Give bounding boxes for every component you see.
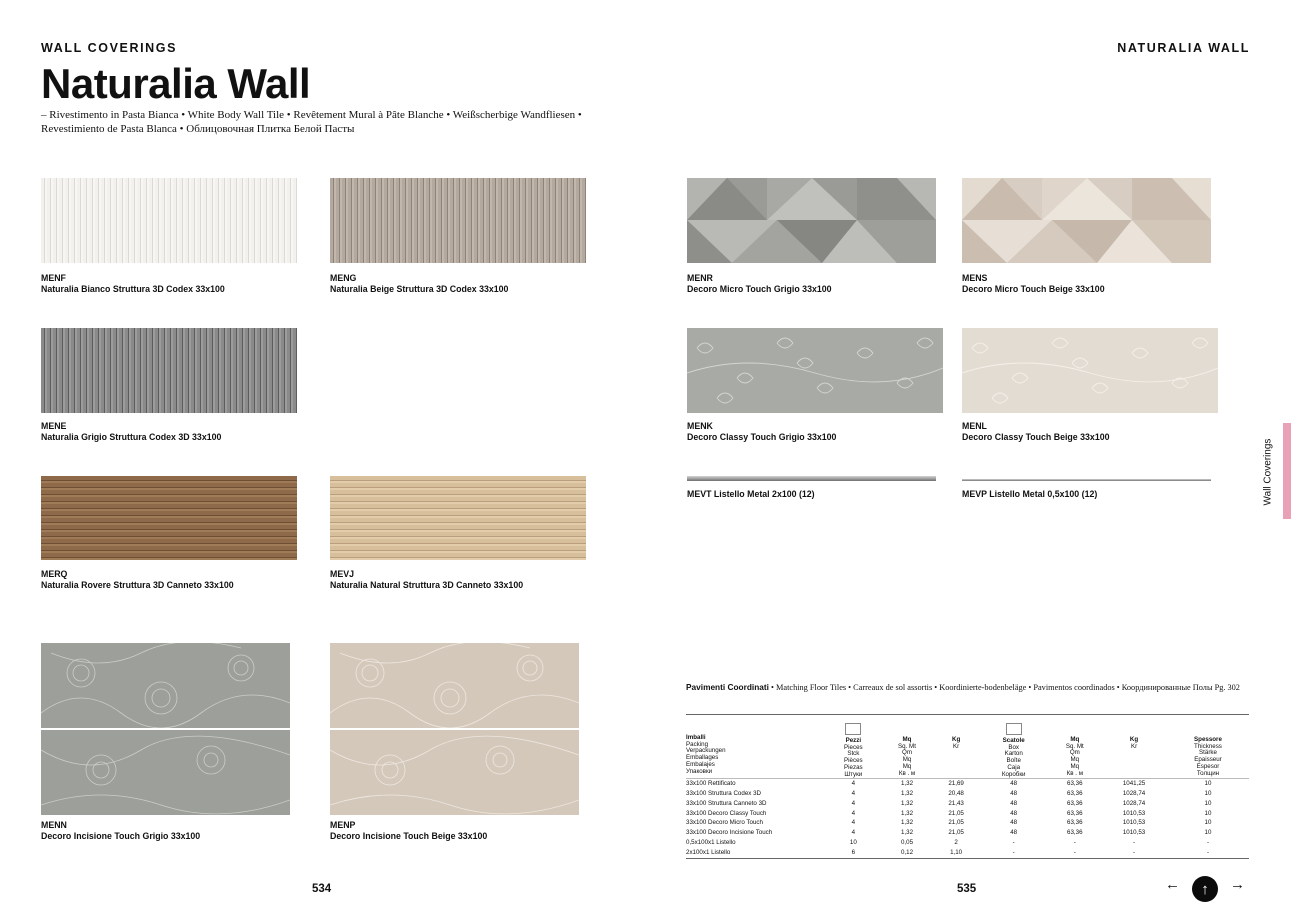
tile-swatch-menk bbox=[687, 328, 943, 413]
table-row: 33x100 Struttura Codex 3D 4 1,32 20,48 48 63,36 1028,74 10 bbox=[686, 790, 1212, 798]
tile-swatch-menr bbox=[687, 178, 936, 263]
table-row: 0,5x100x1 Listello 10 0,05 2 - - - - bbox=[686, 839, 1210, 846]
table-row: 2x100x1 Listello 6 0,12 1,10 - - - - bbox=[686, 848, 1249, 858]
product-name: Naturalia Rovere Struttura 3D Canneto 33x100 bbox=[41, 580, 234, 590]
product-listello-mevp bbox=[962, 489, 1097, 500]
box-icon bbox=[1006, 723, 1022, 735]
product-code: MENF bbox=[41, 273, 66, 283]
product-name: Decoro Incisione Touch Beige 33x100 bbox=[330, 831, 488, 841]
header-kg: Kg Kr bbox=[951, 736, 961, 750]
tile-swatch-menl bbox=[962, 328, 1218, 413]
product-name: Naturalia Bianco Struttura 3D Codex 33x100 bbox=[41, 284, 225, 294]
section-eyebrow-right: NATURALIA WALL bbox=[1117, 41, 1250, 55]
tile-swatch-mene bbox=[41, 328, 297, 413]
tile-swatch-merq bbox=[41, 476, 297, 560]
header-sqm: Mq Sq. Mt Qm Mq Mq Кв . м bbox=[898, 736, 916, 777]
next-arrow-icon[interactable]: → bbox=[1230, 876, 1245, 893]
side-tab-label: Wall Coverings bbox=[1262, 438, 1274, 506]
product-code: MENN bbox=[41, 820, 67, 830]
up-arrow-button[interactable]: ↑ bbox=[1192, 876, 1218, 902]
product-name: Listello Metal 2x100 (12) bbox=[713, 489, 815, 499]
page-number-right: 535 bbox=[957, 883, 977, 895]
product-code: MENK bbox=[687, 421, 713, 431]
product-name: Decoro Incisione Touch Grigio 33x100 bbox=[41, 831, 201, 841]
tile-swatch-mens bbox=[962, 178, 1211, 263]
listello-strip-mevt bbox=[687, 476, 936, 481]
table-row: 33x100 Rettificato 4 1,32 21,69 48 63,36 1041,25 10 bbox=[686, 779, 1249, 789]
product-name: Decoro Classy Touch Grigio 33x100 bbox=[687, 432, 837, 442]
header-boxes: Scatole Box Karton Boîte Caja Коробки bbox=[979, 715, 1049, 779]
header-thickness: Spessore Thickness Stärke Epaisseur Espesor Толщин bbox=[1194, 736, 1222, 777]
section-side-tab[interactable] bbox=[1283, 423, 1291, 519]
tile-swatch-menp bbox=[330, 643, 579, 728]
coordinated-text: • Matching Floor Tiles • Carreaux de sol assortis • Koordinierte-bodenbeläge • Pavimentos coordinados • Координированные Полы Pg. 302 bbox=[768, 683, 1240, 692]
page-subtitle: – Rivestimento in Pasta Bianca • White Body Wall Tile • Revêtement Mural à Pâte Blanche • Weißscherbige Wandfliesen • Revestimiento de Pasta Blanca • Облицовочная Плитка Белой Пасты bbox=[41, 109, 582, 135]
coordinated-label: Pavimenti Coordinati bbox=[686, 682, 769, 692]
product-code: MENS bbox=[962, 273, 988, 283]
packing-table bbox=[686, 714, 1249, 859]
header-pieces: Pezzi Pieces Stck Pièces Piezas Штуки bbox=[826, 715, 881, 779]
product-name: Decoro Classy Touch Beige 33x100 bbox=[962, 432, 1110, 442]
listello-strip-mevp bbox=[962, 479, 1211, 481]
product-code: MENE bbox=[41, 421, 67, 431]
product-code: MENR bbox=[687, 273, 713, 283]
header-packing: Imballi Packing Verpackungen Emballages Embalajes Упаковки bbox=[686, 734, 726, 775]
product-code: MEVJ bbox=[330, 569, 354, 579]
table-row: 33x100 Decoro Classy Touch 4 1,32 21,05 48 63,36 1010,53 10 bbox=[686, 809, 1212, 817]
page-title: Naturalia Wall bbox=[41, 60, 311, 107]
product-code: MENG bbox=[330, 273, 357, 283]
prev-arrow-icon[interactable]: ← bbox=[1165, 876, 1180, 893]
product-code: MENP bbox=[330, 820, 356, 830]
product-code: MENL bbox=[962, 421, 987, 431]
header-kg-2: Kg Kr bbox=[1129, 736, 1139, 750]
product-name: Listello Metal 0,5x100 (12) bbox=[989, 489, 1098, 499]
header-sqm-2: Mq Sq. Mt Qm Mq Mq Кв . м bbox=[1065, 736, 1084, 777]
table-row: 33x100 Decoro Incisione Touch 4 1,32 21,05 48 63,36 1010,53 10 bbox=[686, 829, 1212, 837]
tile-swatch-menn bbox=[41, 643, 290, 728]
product-code: MEVP bbox=[962, 489, 987, 499]
product-code: MEVT bbox=[687, 489, 712, 499]
tile-swatch-mevj bbox=[330, 476, 586, 560]
piece-icon bbox=[845, 723, 861, 735]
section-eyebrow: WALL COVERINGS bbox=[41, 41, 178, 55]
table-row: 33x100 Decoro Micro Touch 4 1,32 21,05 48 63,36 1010,53 10 bbox=[686, 819, 1212, 827]
product-code: MERQ bbox=[41, 569, 68, 579]
product-listello-mevt bbox=[687, 489, 815, 500]
tile-swatch-menf bbox=[41, 178, 297, 263]
tile-swatch-meng bbox=[330, 178, 586, 263]
product-name: Decoro Micro Touch Beige 33x100 bbox=[962, 284, 1105, 294]
product-name: Decoro Micro Touch Grigio 33x100 bbox=[687, 284, 832, 294]
page-number-left: 534 bbox=[312, 883, 332, 895]
product-name: Naturalia Natural Struttura 3D Canneto 33x100 bbox=[330, 580, 524, 590]
tile-swatch-menp-2 bbox=[330, 730, 579, 815]
table-row: 33x100 Struttura Canneto 3D 4 1,32 21,43 48 63,36 1028,74 10 bbox=[686, 799, 1212, 807]
tile-swatch-menn-2 bbox=[41, 730, 290, 815]
product-name: Naturalia Grigio Struttura Codex 3D 33x100 bbox=[41, 432, 222, 442]
coordinated-floors-note bbox=[686, 682, 1240, 692]
product-name: Naturalia Beige Struttura 3D Codex 33x100 bbox=[330, 284, 509, 294]
